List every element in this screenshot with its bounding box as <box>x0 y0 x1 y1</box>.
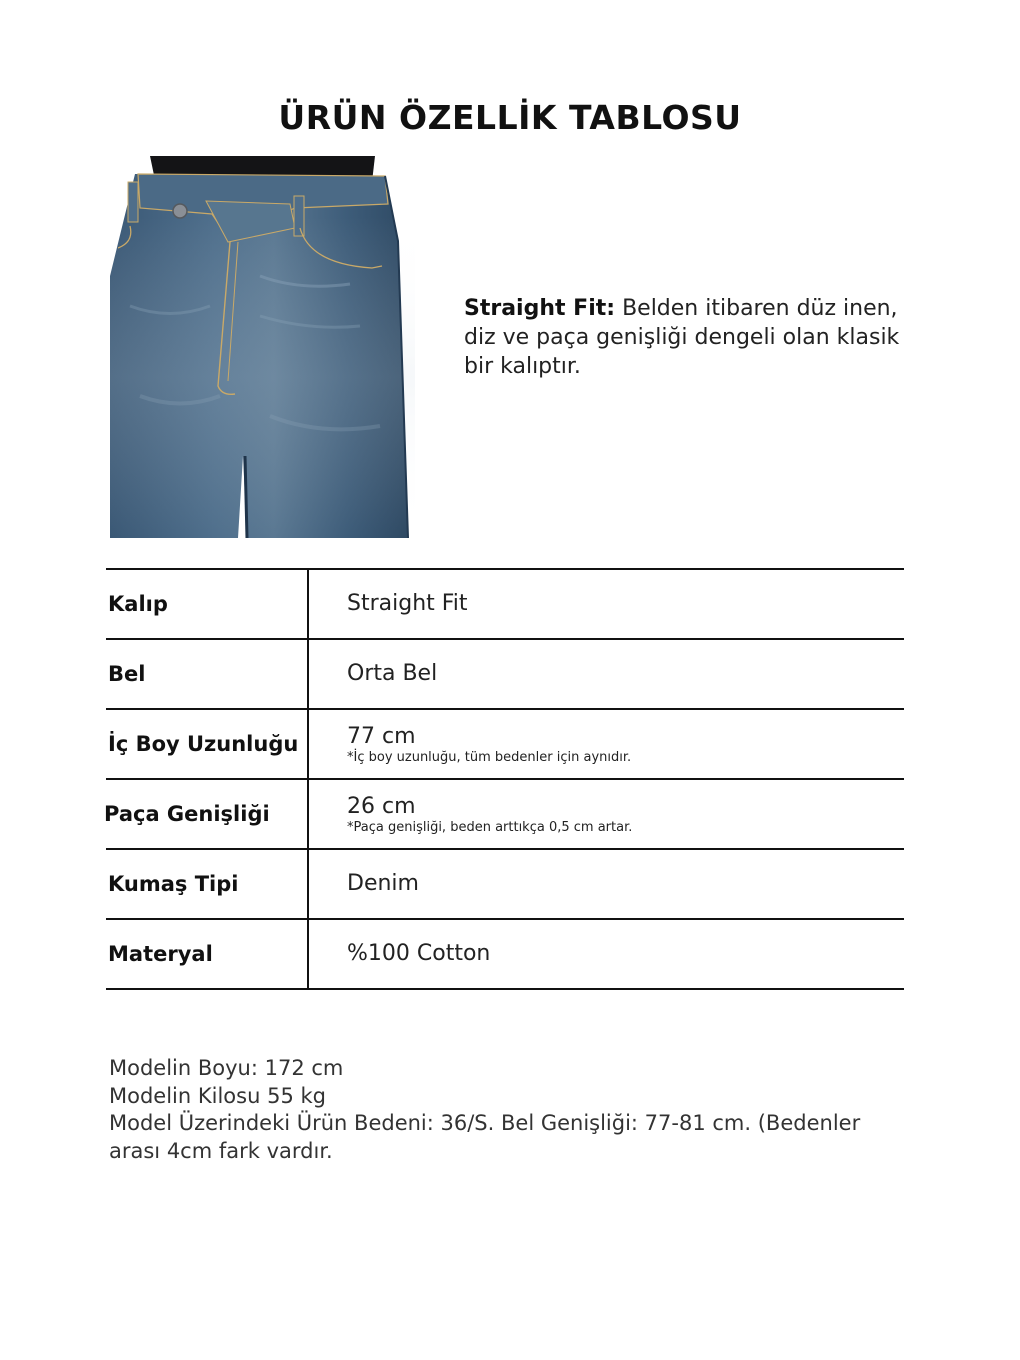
spec-row-paca <box>106 780 904 850</box>
column-divider <box>307 640 309 708</box>
spec-value-main: %100 Cotton <box>347 941 491 966</box>
column-divider <box>307 780 309 848</box>
spec-row-ic-boy <box>106 710 904 780</box>
model-height: Modelin Boyu: 172 cm <box>109 1056 344 1080</box>
spec-label: Paça Genişliği <box>104 802 270 826</box>
fit-description <box>464 294 904 381</box>
spec-value-main: Orta Bel <box>347 661 438 686</box>
column-divider <box>307 920 309 988</box>
fit-name: Straight Fit: <box>464 296 616 321</box>
spec-label: Kumaş Tipi <box>108 872 239 896</box>
spec-row-kalip <box>106 570 904 640</box>
spec-label: Kalıp <box>108 592 168 616</box>
spec-value-main: Straight Fit <box>347 591 468 616</box>
spec-row-kumas <box>106 850 904 920</box>
spec-value <box>347 640 437 708</box>
product-photo-jeans <box>110 156 415 538</box>
page-title: ÜRÜN ÖZELLİK TABLOSU <box>278 98 742 137</box>
spec-value-main: 26 cm <box>347 794 416 819</box>
spec-value-main: Denim <box>347 871 419 896</box>
spec-value-note: *İç boy uzunluğu, tüm bedenler için aynıdır. <box>347 750 632 765</box>
fit-description-text: Belden itibaren düz inen, diz ve paça genişliği dengeli olan klasik bir kalıptır. <box>464 296 900 379</box>
spec-value-note: *Paça genişliği, beden arttıkça 0,5 cm artar. <box>347 820 633 835</box>
spec-label: İç Boy Uzunluğu <box>108 732 299 756</box>
column-divider <box>307 570 309 638</box>
model-size-info: Model Üzerindeki Ürün Bedeni: 36/S. Bel Genişliği: 77-81 cm. (Bedenler arası 4cm fark vardır. <box>109 1111 861 1163</box>
model-info <box>109 1055 909 1165</box>
spec-table <box>106 568 904 990</box>
spec-value <box>347 570 468 638</box>
spec-row-materyal <box>106 920 904 990</box>
model-weight: Modelin Kilosu 55 kg <box>109 1083 326 1108</box>
spec-value <box>347 920 490 988</box>
spec-row-bel <box>106 640 904 710</box>
spec-label: Bel <box>108 662 146 686</box>
spec-value <box>347 710 631 778</box>
spec-value <box>347 850 419 918</box>
spec-value <box>347 780 632 848</box>
column-divider <box>307 710 309 778</box>
column-divider <box>307 850 309 918</box>
spec-value-main: 77 cm <box>347 724 416 749</box>
spec-label: Materyal <box>108 942 213 966</box>
